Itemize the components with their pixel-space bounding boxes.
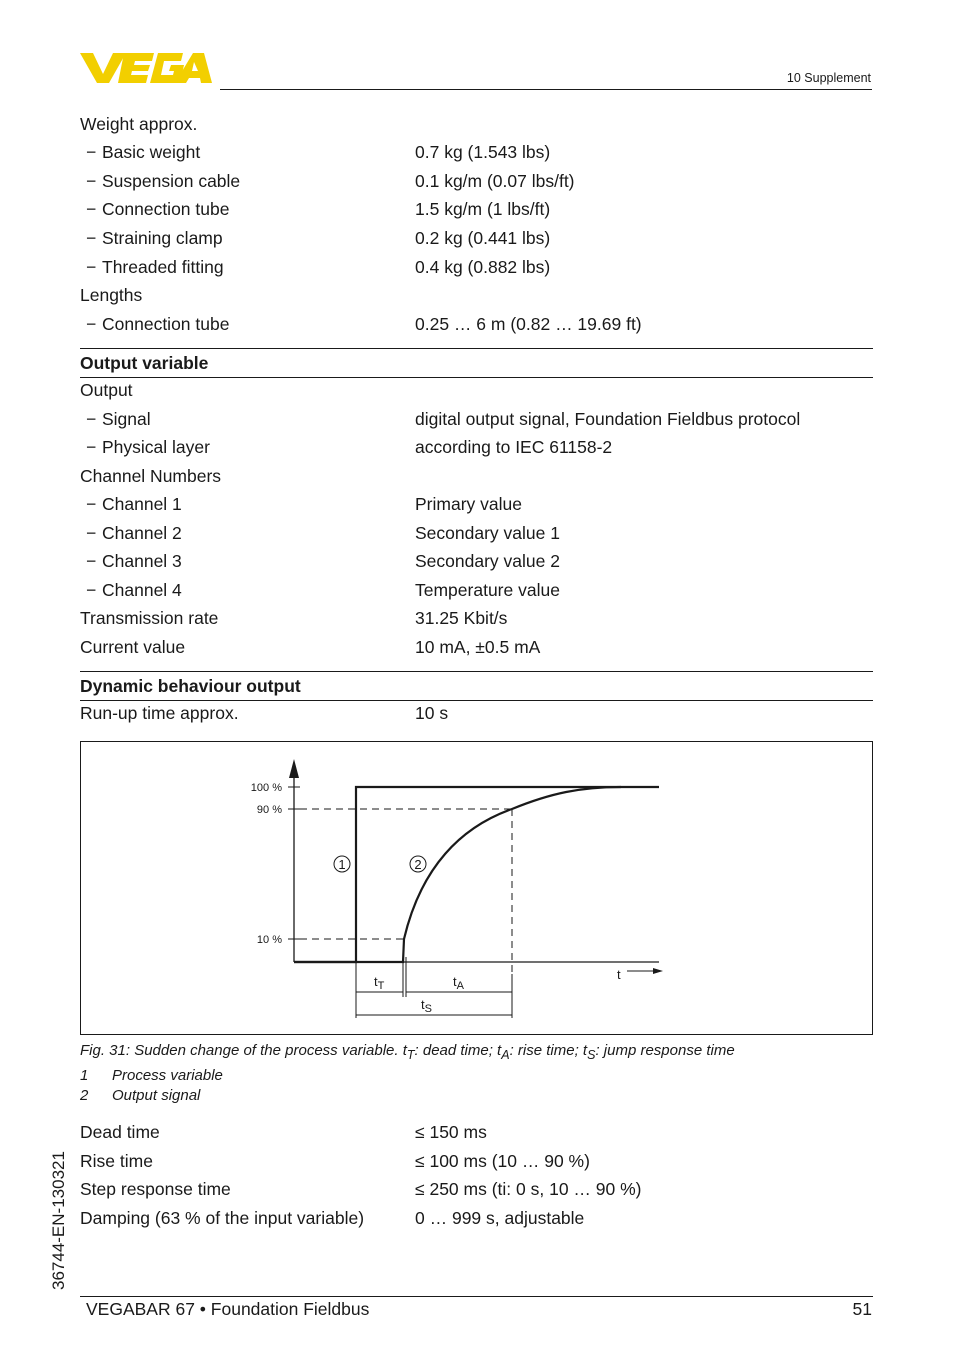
section-heading-output: Output variable: [80, 353, 209, 373]
footer-product: VEGABAR 67 • Foundation Fieldbus: [86, 1299, 370, 1319]
spec-value: digital output signal, Foundation Fieldbus protocol: [415, 409, 801, 429]
step-time-label: $t_S$: [421, 997, 432, 1015]
spec-value: ≤ 150 ms: [415, 1122, 487, 1142]
section-heading-dynamic: Dynamic behaviour output: [80, 676, 301, 696]
spec-value: 0 … 999 s, adjustable: [415, 1208, 585, 1228]
spec-row: − Signal digital output signal, Foundation Fieldbus protocol: [80, 405, 872, 433]
spec-label: Transmission rate: [80, 608, 219, 628]
channels-title: Channel Numbers: [80, 466, 222, 486]
t-axis-arrow-icon: [653, 968, 663, 974]
spec-value: Secondary value 1: [415, 523, 560, 543]
spec-row: − Suspension cable 0.1 kg/m (0.07 lbs/ft): [80, 167, 872, 195]
spec-row: [80, 1175, 872, 1203]
spec-label: Channel 3: [102, 551, 182, 571]
y-label-90: 90 %: [256, 804, 282, 816]
spec-label: Physical layer: [102, 437, 210, 457]
spec-row: − Threaded fitting 0.4 kg (0.882 lbs): [80, 253, 872, 281]
legend-item: 1 Process variable: [80, 1067, 223, 1084]
spec-row: − Physical layer according to IEC 61158-2: [80, 433, 872, 461]
output-title-row: [80, 376, 872, 404]
spec-label: Basic weight: [102, 142, 201, 162]
weight-title: Weight approx.: [80, 114, 198, 134]
spec-row: [80, 1204, 872, 1232]
page-number: 51: [852, 1299, 872, 1319]
section-label: 10 Supplement: [786, 71, 871, 85]
spec-value: according to IEC 61158-2: [415, 437, 613, 457]
spec-value: Secondary value 2: [415, 551, 560, 571]
spec-row: [80, 1147, 872, 1175]
header-rule: [220, 89, 872, 90]
spec-value: 31.25 Kbit/s: [415, 608, 508, 628]
spec-label: Rise time: [80, 1151, 153, 1171]
y-axis-arrow-icon: [289, 759, 299, 778]
spec-row: [80, 604, 872, 632]
spec-row: − Channel 2 Secondary value 1: [80, 519, 872, 547]
spec-value: 0.2 kg (0.441 lbs): [415, 228, 551, 248]
spec-row: − Channel 4 Temperature value: [80, 576, 872, 604]
spec-value: ≤ 100 ms (10 … 90 %): [415, 1151, 590, 1171]
spec-value: Temperature value: [415, 580, 560, 600]
spec-row: [80, 1118, 872, 1146]
figure-caption: Fig. 31: Sudden change of the process variable. $t_T$: dead time; $t_A$: rise time; $t_S$: jump response time: [80, 1042, 735, 1062]
spec-label: Channel 1: [102, 494, 182, 514]
figure-frame: [80, 741, 873, 1035]
spec-row: − Channel 3 Secondary value 2: [80, 547, 872, 575]
spec-value: 0.4 kg (0.882 lbs): [415, 257, 551, 277]
step-response-diagram: [81, 742, 872, 1034]
spec-value: 0.25 … 6 m (0.82 … 19.69 ft): [415, 314, 642, 334]
channels-title-row: [80, 462, 872, 490]
weight-title-row: [80, 110, 872, 138]
spec-row: − Straining clamp 0.2 kg (0.441 lbs): [80, 224, 872, 252]
document-code: 36744-EN-130321: [49, 1151, 68, 1290]
spec-label: Threaded fitting: [102, 257, 224, 277]
spec-label: Run-up time approx.: [80, 703, 239, 723]
spec-label: Current value: [80, 637, 186, 657]
footer-rule: [80, 1296, 873, 1297]
spec-value: 10 s: [415, 703, 449, 723]
spec-label: Damping (63 % of the input variable): [80, 1208, 365, 1228]
output-title: Output: [80, 380, 133, 400]
lengths-title-row: [80, 281, 872, 309]
spec-row: − Connection tube 0.25 … 6 m (0.82 … 19.69 ft): [80, 310, 872, 338]
vega-logo: [80, 50, 212, 86]
marker-1-label: 1: [338, 857, 346, 872]
spec-value: 0.1 kg/m (0.07 lbs/ft): [415, 171, 575, 191]
spec-row: − Basic weight 0.7 kg (1.543 lbs): [80, 138, 872, 166]
spec-value: ≤ 250 ms (ti: 0 s, 10 … 90 %): [415, 1179, 642, 1199]
marker-2-label: 2: [414, 857, 422, 872]
spec-value: 0.7 kg (1.543 lbs): [415, 142, 551, 162]
t-axis-label: t: [617, 967, 621, 982]
spec-value: 1.5 kg/m (1 lbs/ft): [415, 199, 551, 219]
rise-time-label: $t_A$: [453, 974, 464, 992]
spec-label: Channel 4: [102, 580, 182, 600]
spec-value: 10 mA, ±0.5 mA: [415, 637, 541, 657]
dead-time-label: $t_T$: [374, 974, 385, 992]
spec-label: Channel 2: [102, 523, 182, 543]
spec-label: Step response time: [80, 1179, 231, 1199]
spec-label: Connection tube: [102, 199, 230, 219]
spec-row: [80, 633, 872, 661]
legend-item: 2 Output signal: [80, 1087, 201, 1104]
y-label-100: 100 %: [250, 782, 282, 794]
spec-label: Straining clamp: [102, 228, 223, 248]
spec-label: Signal: [102, 409, 151, 429]
spec-label: Connection tube: [102, 314, 230, 334]
process-variable-curve: [294, 787, 659, 962]
spec-label: Dead time: [80, 1122, 160, 1142]
lengths-title: Lengths: [80, 285, 143, 305]
spec-row: − Connection tube 1.5 kg/m (1 lbs/ft): [80, 195, 872, 223]
spec-row: − Channel 1 Primary value: [80, 490, 872, 518]
output-signal-curve: [294, 787, 621, 962]
spec-value: Primary value: [415, 494, 522, 514]
y-label-10: 10 %: [256, 934, 282, 946]
spec-label: Suspension cable: [102, 171, 241, 191]
spec-row: [80, 699, 872, 727]
